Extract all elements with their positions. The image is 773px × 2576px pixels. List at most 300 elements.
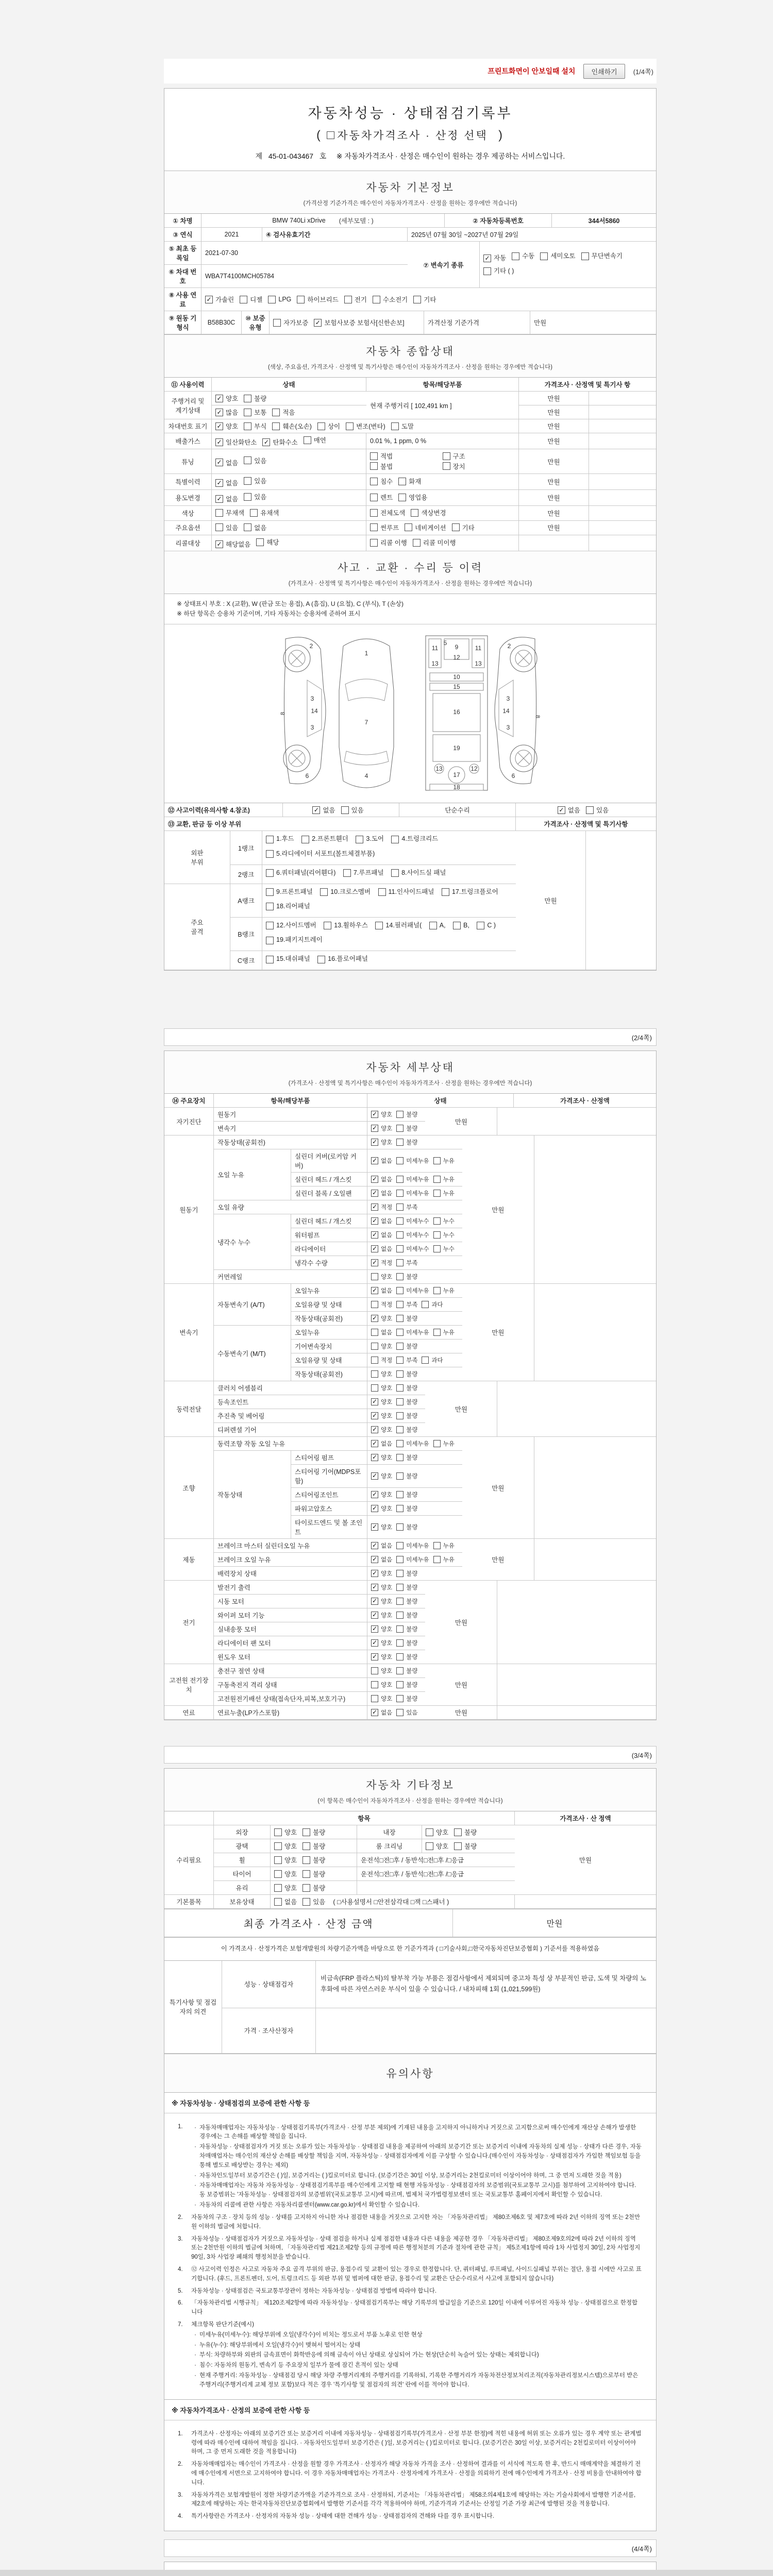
section-accident-history	[164, 551, 656, 970]
checkbox[interactable]: ✓ 양호	[372, 1453, 393, 1462]
checkbox[interactable]: ✓ 해당없음	[215, 539, 250, 549]
checkbox[interactable]: ✓ 양호	[372, 1110, 393, 1118]
checkbox[interactable]	[268, 296, 291, 303]
checkbox[interactable]	[378, 886, 434, 899]
checkbox-label: 불량	[406, 1385, 418, 1392]
checkbox[interactable]: ✓ 양호	[372, 1124, 393, 1132]
item-label: 시동 모터	[214, 1595, 367, 1608]
document-header	[164, 89, 656, 171]
checkbox-label: 불량	[313, 1857, 326, 1865]
checkbox[interactable]	[398, 477, 421, 486]
checkbox[interactable]: ✓ 없음	[215, 494, 238, 503]
checkbox[interactable]: ✓ 가솔린	[205, 295, 234, 304]
rank-label: 2랭크	[230, 865, 262, 884]
col-header: 가격조사 · 산정액 및 특기사 항	[519, 378, 656, 392]
checkbox[interactable]	[370, 538, 407, 547]
checkbox[interactable]	[396, 1667, 417, 1675]
checkbox[interactable]	[433, 1286, 455, 1295]
status-options	[367, 1692, 425, 1706]
svg-text:13: 13	[431, 660, 439, 668]
checkbox[interactable]: ✓ 양호	[372, 1583, 393, 1591]
checkbox[interactable]	[273, 318, 308, 327]
status-options	[367, 1122, 425, 1136]
checkbox[interactable]	[433, 1189, 455, 1197]
checkbox-label: 불량	[464, 1843, 477, 1851]
checkbox[interactable]	[433, 1541, 455, 1550]
checkbox[interactable]	[256, 537, 279, 547]
row-label: 주요옵션	[164, 521, 212, 536]
checkbox[interactable]	[371, 1342, 392, 1350]
checkbox[interactable]	[586, 805, 609, 815]
checkbox[interactable]	[274, 1841, 297, 1851]
checkbox[interactable]	[274, 1883, 297, 1892]
checkbox-label: 없음	[381, 1246, 393, 1253]
checkbox[interactable]	[215, 523, 238, 532]
checkbox[interactable]	[244, 456, 266, 465]
checkbox[interactable]	[304, 435, 326, 445]
checkbox[interactable]	[303, 1855, 325, 1865]
checkbox-label: 불량	[406, 1399, 418, 1406]
checkbox[interactable]	[370, 451, 393, 461]
checkbox-label: 없음	[381, 1543, 393, 1550]
item-label: 배력장치 상태	[214, 1567, 367, 1581]
checkbox[interactable]: ✓ 양호	[372, 1625, 393, 1633]
checkbox-label: 없음	[381, 1441, 393, 1448]
checkbox[interactable]: ✓ 양호	[372, 1611, 393, 1619]
checkbox[interactable]: ✓ 자동	[483, 252, 506, 265]
checkbox[interactable]	[371, 1667, 392, 1675]
seat-options: 운전석□전□후 / 동반석□전□후 /□응급	[357, 1853, 515, 1867]
checkbox[interactable]	[274, 1855, 297, 1865]
checkbox[interactable]	[371, 1384, 392, 1392]
checkbox[interactable]: ✓ 없음	[372, 1541, 393, 1550]
checkbox[interactable]: ✓ 양호	[372, 1597, 393, 1605]
checkbox[interactable]	[396, 1504, 417, 1513]
status-options	[212, 535, 366, 551]
svg-text:13: 13	[435, 765, 443, 773]
checkbox[interactable]	[266, 848, 375, 860]
item-label: 등속조인트	[214, 1395, 367, 1409]
checkbox[interactable]	[396, 1203, 417, 1211]
checkbox[interactable]	[396, 1597, 417, 1605]
checkbox[interactable]	[429, 920, 446, 932]
device-group-label: 조향	[164, 1437, 214, 1539]
checkbox[interactable]	[396, 1523, 417, 1531]
device-group-label: 자기진단	[164, 1108, 214, 1136]
item-options	[366, 490, 519, 506]
checkbox[interactable]: ✓ 양호	[372, 1653, 393, 1661]
checkbox[interactable]	[413, 538, 456, 547]
checkbox[interactable]	[396, 1694, 417, 1703]
checkbox[interactable]	[396, 1412, 417, 1420]
checkbox-label: 없음	[226, 496, 239, 503]
device-group-label: 전기	[164, 1581, 214, 1664]
inspector-opinion-text: 비금속(FRP 플라스틱)의 탈부착 가능 부품은 점검사항에서 제외되며 중고차 특성 상 부분적인 판금, 도색 및 차량의 노후화에 따른 자연스러운 부식이 있을 수 있습니다. / 내차피해 1회 (1,021,599원)	[316, 1961, 656, 2008]
checkbox[interactable]: ✓ 탄화수소	[262, 437, 297, 447]
checkbox-label: 있음	[254, 494, 267, 501]
print-install-hint[interactable]: 프린트화면이 안보일때 설치	[488, 67, 576, 75]
checkbox[interactable]: ✓ 양호	[372, 1314, 393, 1323]
checkbox[interactable]	[396, 1342, 417, 1350]
checkbox[interactable]: ✓ 적정	[372, 1259, 393, 1267]
checkbox[interactable]	[396, 1639, 417, 1647]
checkbox[interactable]	[396, 1708, 417, 1717]
checkbox-label: 없음	[254, 524, 267, 532]
checkbox[interactable]	[266, 953, 310, 965]
field-label: ⑧ 사용 연료	[164, 288, 201, 311]
checkbox[interactable]	[396, 1583, 417, 1591]
fuel-options	[201, 288, 656, 311]
checkbox[interactable]: ✓ 양호	[372, 1412, 393, 1420]
price-unit: 만원	[425, 1581, 497, 1664]
checkbox-label: 양호	[381, 1585, 393, 1591]
checkbox[interactable]	[341, 805, 364, 815]
svg-text:3: 3	[506, 695, 510, 703]
checkbox[interactable]: ✓ 양호	[372, 1138, 393, 1146]
cell	[534, 1437, 656, 1539]
checkbox[interactable]	[396, 1541, 429, 1550]
checkbox[interactable]	[433, 1231, 455, 1239]
checkbox[interactable]	[396, 1259, 417, 1267]
checkbox[interactable]	[303, 1869, 325, 1878]
checkbox-box	[327, 131, 334, 139]
status-options	[367, 1200, 462, 1214]
simple-repair-options	[516, 803, 656, 817]
checkbox[interactable]: ✓ 양호	[215, 394, 238, 403]
status-options	[367, 1270, 462, 1284]
checkbox[interactable]	[244, 476, 266, 485]
checkbox[interactable]	[396, 1110, 417, 1118]
cell	[586, 831, 656, 970]
checkbox[interactable]: ✓ 없음	[372, 1245, 393, 1253]
checkbox[interactable]: ✓ 양호	[372, 1523, 393, 1531]
svg-text:12: 12	[470, 765, 478, 773]
checkbox[interactable]	[274, 1897, 297, 1906]
checkbox[interactable]	[215, 508, 244, 517]
checkbox[interactable]	[433, 1217, 455, 1225]
checkbox[interactable]	[272, 421, 312, 431]
checkbox[interactable]	[396, 1370, 417, 1378]
checkbox[interactable]	[426, 1827, 448, 1837]
checkbox[interactable]	[454, 1827, 477, 1837]
checkbox[interactable]	[452, 523, 475, 532]
checkbox[interactable]: ✓ 없음	[372, 1231, 393, 1239]
checkbox[interactable]	[396, 1384, 417, 1392]
checkbox-label: 적정	[381, 1205, 393, 1211]
checkbox-label: 침수	[380, 478, 393, 486]
checkbox[interactable]	[396, 1426, 417, 1434]
checkbox[interactable]	[371, 1681, 392, 1689]
subgroup-label: 오일 누유	[214, 1149, 291, 1200]
checkbox[interactable]	[303, 1897, 325, 1906]
item-options	[366, 535, 519, 551]
checkbox-label: 양호	[381, 1427, 393, 1434]
checkbox[interactable]	[413, 295, 436, 304]
checkbox[interactable]	[477, 920, 496, 932]
rank-label: 1랭크	[230, 831, 262, 865]
checkbox[interactable]	[483, 265, 514, 278]
checkbox[interactable]	[396, 1189, 429, 1197]
checkbox-label: 미세누유	[406, 1543, 429, 1550]
checkbox[interactable]	[370, 493, 393, 502]
checkbox-label: 해당없음	[226, 541, 251, 548]
checkbox[interactable]	[422, 1300, 443, 1309]
checkbox[interactable]	[411, 508, 446, 517]
price-unit: 만원	[425, 1381, 497, 1437]
checkbox[interactable]	[396, 1217, 429, 1225]
group-label: 주요 골격	[164, 884, 230, 971]
checkbox-label: 구조	[452, 453, 465, 460]
vin: WBA7T4100MCH05784	[201, 265, 408, 288]
checkbox[interactable]	[317, 953, 368, 965]
checkbox[interactable]	[244, 408, 266, 417]
checkbox[interactable]	[344, 295, 367, 304]
checkbox-label: 불량	[406, 1140, 418, 1146]
checkbox[interactable]	[396, 1453, 417, 1462]
section-title: 자동차 종합상태	[164, 335, 656, 361]
checkbox[interactable]	[303, 1883, 325, 1892]
checkbox[interactable]	[396, 1472, 417, 1480]
checkbox[interactable]: ✓ 없음	[372, 1286, 393, 1295]
checkbox[interactable]	[512, 250, 534, 263]
checkbox[interactable]	[396, 1611, 417, 1619]
item-label: 타이로드엔드 및 볼 조인트	[291, 1516, 367, 1539]
checkbox[interactable]	[370, 508, 405, 517]
checkbox-label: 양호	[381, 1696, 393, 1703]
row-label: 용도변경	[164, 490, 212, 506]
checkbox[interactable]	[396, 1314, 417, 1323]
checkbox[interactable]: ✓ 양호	[215, 421, 238, 431]
checkbox[interactable]	[266, 867, 335, 879]
checkbox[interactable]: ✓ 없음	[215, 458, 238, 467]
checkbox[interactable]	[266, 901, 310, 913]
checkbox-label: 누유	[443, 1441, 455, 1448]
checkbox[interactable]	[301, 833, 348, 845]
checkbox-label: 장치	[452, 463, 465, 470]
checkbox[interactable]	[391, 867, 446, 879]
checkbox[interactable]	[297, 295, 338, 304]
checkbox[interactable]	[250, 508, 279, 517]
checkbox[interactable]	[581, 250, 623, 263]
checkbox[interactable]	[396, 1157, 429, 1165]
checkbox-label: 불량	[406, 1682, 418, 1689]
checkbox[interactable]: ✓ 적정	[372, 1203, 393, 1211]
checkbox[interactable]	[266, 833, 294, 845]
checkbox[interactable]	[454, 1841, 477, 1851]
checkbox[interactable]: ✓ 양호	[372, 1426, 393, 1434]
checkbox[interactable]: ✓ 없음	[312, 805, 335, 815]
checkbox[interactable]	[346, 421, 385, 431]
checkbox[interactable]	[240, 295, 262, 304]
status-options	[367, 1284, 462, 1298]
checkbox[interactable]: ✓ 없음	[372, 1555, 393, 1564]
checkbox[interactable]: ✓ 양호	[372, 1504, 393, 1513]
group-label: 기본품목	[164, 1895, 214, 1909]
checkbox[interactable]	[396, 1490, 417, 1499]
checkbox[interactable]	[266, 886, 313, 899]
checkbox[interactable]: ✓ 양호	[372, 1490, 393, 1499]
notice-item: 5. 자동차성능 · 상태점검은 국토교통부장관이 정하는 자동차성능 · 상태점검 방법에 따라야 합니다.	[178, 2287, 437, 2294]
page-gap-1	[164, 971, 657, 1028]
item-label: 유리	[214, 1881, 271, 1895]
checkbox[interactable]	[371, 1370, 392, 1378]
checkbox[interactable]	[343, 867, 384, 879]
checkbox[interactable]	[540, 250, 575, 263]
checkbox[interactable]	[320, 886, 371, 899]
checkbox[interactable]: ✓ 양호	[372, 1398, 393, 1406]
checkbox[interactable]	[272, 408, 295, 417]
checkbox[interactable]	[356, 833, 384, 845]
cell	[497, 1381, 656, 1437]
item-label: 브레이크 마스터 실린더오일 누유	[214, 1539, 367, 1553]
checkbox[interactable]	[303, 1841, 325, 1851]
item-label: 오일유량 및 상태	[291, 1298, 367, 1312]
checkbox[interactable]	[244, 523, 266, 532]
subgroup-label: 수동변속기 (M/T)	[214, 1326, 291, 1381]
checkbox[interactable]	[433, 1245, 455, 1253]
checkbox[interactable]: ✓ 없음	[372, 1439, 393, 1448]
checkbox[interactable]: ✓ 많음	[215, 408, 238, 417]
checkbox[interactable]	[405, 523, 446, 532]
checkbox-label: 불량	[406, 1696, 418, 1703]
print-button[interactable]: 인쇄하기	[583, 64, 625, 79]
checkbox[interactable]: ✓ 없음	[372, 1189, 393, 1197]
status-options	[212, 490, 366, 506]
checkbox[interactable]: ✓ 없음	[558, 805, 580, 815]
checkbox[interactable]	[266, 920, 316, 932]
checkbox[interactable]	[422, 1356, 443, 1364]
checkbox[interactable]	[396, 1625, 417, 1633]
checkbox[interactable]: ✓ 보험사보증 보험사[신한손보]	[314, 318, 404, 327]
checkbox[interactable]: ✓ 양호	[372, 1472, 393, 1480]
checkbox[interactable]	[266, 934, 323, 946]
checkbox[interactable]	[396, 1124, 417, 1132]
checkbox[interactable]	[396, 1356, 417, 1364]
cell	[357, 1881, 515, 1895]
checkbox[interactable]	[371, 1356, 392, 1364]
checkbox[interactable]	[396, 1328, 429, 1336]
checkbox[interactable]	[391, 421, 414, 431]
item-label: 발전기 출력	[214, 1581, 367, 1595]
checkbox[interactable]	[396, 1569, 417, 1578]
status-options	[367, 1409, 425, 1423]
status-options	[367, 1228, 462, 1242]
checkbox[interactable]	[433, 1555, 455, 1564]
checkbox[interactable]: ✓ 양호	[372, 1569, 393, 1578]
checkbox[interactable]	[396, 1231, 429, 1239]
checkbox[interactable]	[371, 1300, 392, 1309]
notices-subhead-2: ※ 자동차가격조사 · 산정의 보증에 관한 사항 등	[164, 2400, 656, 2420]
price-survey-select-checkbox[interactable]	[327, 127, 488, 143]
rank-items	[262, 831, 516, 865]
checkbox-label: 누유	[443, 1557, 455, 1564]
notice-bullet: · 자동차의 리콜에 관한 사항은 자동차리콜센터(www.car.go.kr)에서 확인할 수 있습니다.	[194, 2202, 419, 2209]
item-options	[366, 521, 519, 536]
checkbox[interactable]	[317, 421, 340, 431]
checkbox-label: 불량	[406, 1524, 418, 1531]
checkbox[interactable]	[244, 394, 266, 403]
svg-text:3: 3	[310, 695, 314, 703]
checkbox[interactable]	[371, 1694, 392, 1703]
status-options	[367, 1664, 425, 1678]
checkbox-label: 양호	[381, 1571, 393, 1578]
item-label: 클러치 어셈블리	[214, 1381, 367, 1395]
checkbox[interactable]	[396, 1175, 429, 1183]
checkbox[interactable]	[396, 1138, 417, 1146]
checkbox[interactable]	[396, 1555, 429, 1564]
checkbox-label: 9.프론트패널	[276, 888, 313, 895]
checkbox[interactable]	[396, 1653, 417, 1661]
checkbox[interactable]	[396, 1286, 429, 1295]
checkbox[interactable]	[370, 477, 393, 486]
checkbox[interactable]	[442, 886, 498, 899]
checkbox[interactable]	[396, 1245, 429, 1253]
checkbox[interactable]	[371, 1328, 392, 1336]
checkbox[interactable]	[396, 1681, 417, 1689]
status-options	[271, 1881, 357, 1895]
checkbox[interactable]	[443, 451, 465, 461]
checkbox[interactable]	[433, 1328, 455, 1336]
checkbox[interactable]	[453, 920, 469, 932]
item-options	[366, 474, 519, 490]
checkbox[interactable]	[396, 1439, 429, 1448]
checkbox[interactable]	[274, 1869, 297, 1878]
checkbox[interactable]	[375, 920, 422, 932]
checkbox[interactable]	[396, 1398, 417, 1406]
checkbox[interactable]: ✓ 없음	[372, 1175, 393, 1183]
notice-item: 2. 자동차의 구조 · 장치 등의 성능 · 상태를 고지하지 아니한 자나 점검한 내용을 거짓으로 고지한 자는 「자동차관리법」 제80조제6호 및 제7호에 따라 2년 이하의 징역 또는 2천만원 이하의 벌금에 처합니다.	[178, 2214, 640, 2230]
checkbox[interactable]	[370, 462, 393, 471]
checkbox[interactable]: ✓ 없음	[372, 1217, 393, 1225]
checkbox[interactable]: ✓ 없음	[215, 478, 238, 487]
checkbox[interactable]	[324, 920, 368, 932]
checkbox-label: 적정	[381, 1260, 393, 1267]
checkbox[interactable]	[244, 421, 266, 431]
checkbox[interactable]	[443, 462, 465, 471]
checkbox[interactable]	[433, 1175, 455, 1183]
checkbox[interactable]	[391, 833, 438, 845]
page-indicator-3: (3/4쪽)	[631, 1751, 652, 1759]
checkbox-label: 15.대쉬패널	[276, 955, 310, 963]
checkbox[interactable]: ✓ 일산화탄소	[215, 437, 257, 447]
checkbox[interactable]	[433, 1157, 455, 1165]
checkbox[interactable]	[396, 1273, 417, 1281]
checkbox-label: 불량	[406, 1640, 418, 1647]
checkbox[interactable]	[370, 523, 399, 532]
checkbox[interactable]	[244, 492, 266, 501]
checkbox[interactable]: ✓ 양호	[372, 1639, 393, 1647]
page-gap-2	[164, 1720, 657, 1746]
checkbox-label: 양호	[381, 1455, 393, 1462]
svg-text:6: 6	[511, 772, 515, 780]
checkbox[interactable]	[396, 1300, 417, 1309]
checkbox[interactable]	[373, 295, 408, 304]
checkbox[interactable]	[426, 1841, 448, 1851]
checkbox[interactable]: ✓ 없음	[372, 1157, 393, 1165]
checkbox-label: 없음	[381, 1158, 393, 1165]
checkbox-label: 4.트렁크리드	[401, 835, 439, 843]
exchange-label: ⑬ 교환, 판금 등 이상 부위	[164, 817, 516, 831]
checkbox[interactable]	[303, 1827, 325, 1837]
checkbox[interactable]	[274, 1827, 297, 1837]
checkbox-label: 없음	[381, 1218, 393, 1225]
checkbox[interactable]	[371, 1273, 392, 1281]
checkbox[interactable]	[433, 1439, 455, 1448]
item-label: 디퍼렌셜 기어	[214, 1423, 367, 1437]
mileage-value: 현재 주행거리 [ 102,491 km ]	[366, 392, 519, 419]
checkbox[interactable]: ✓ 없음	[372, 1708, 393, 1717]
checkbox[interactable]	[398, 493, 427, 502]
